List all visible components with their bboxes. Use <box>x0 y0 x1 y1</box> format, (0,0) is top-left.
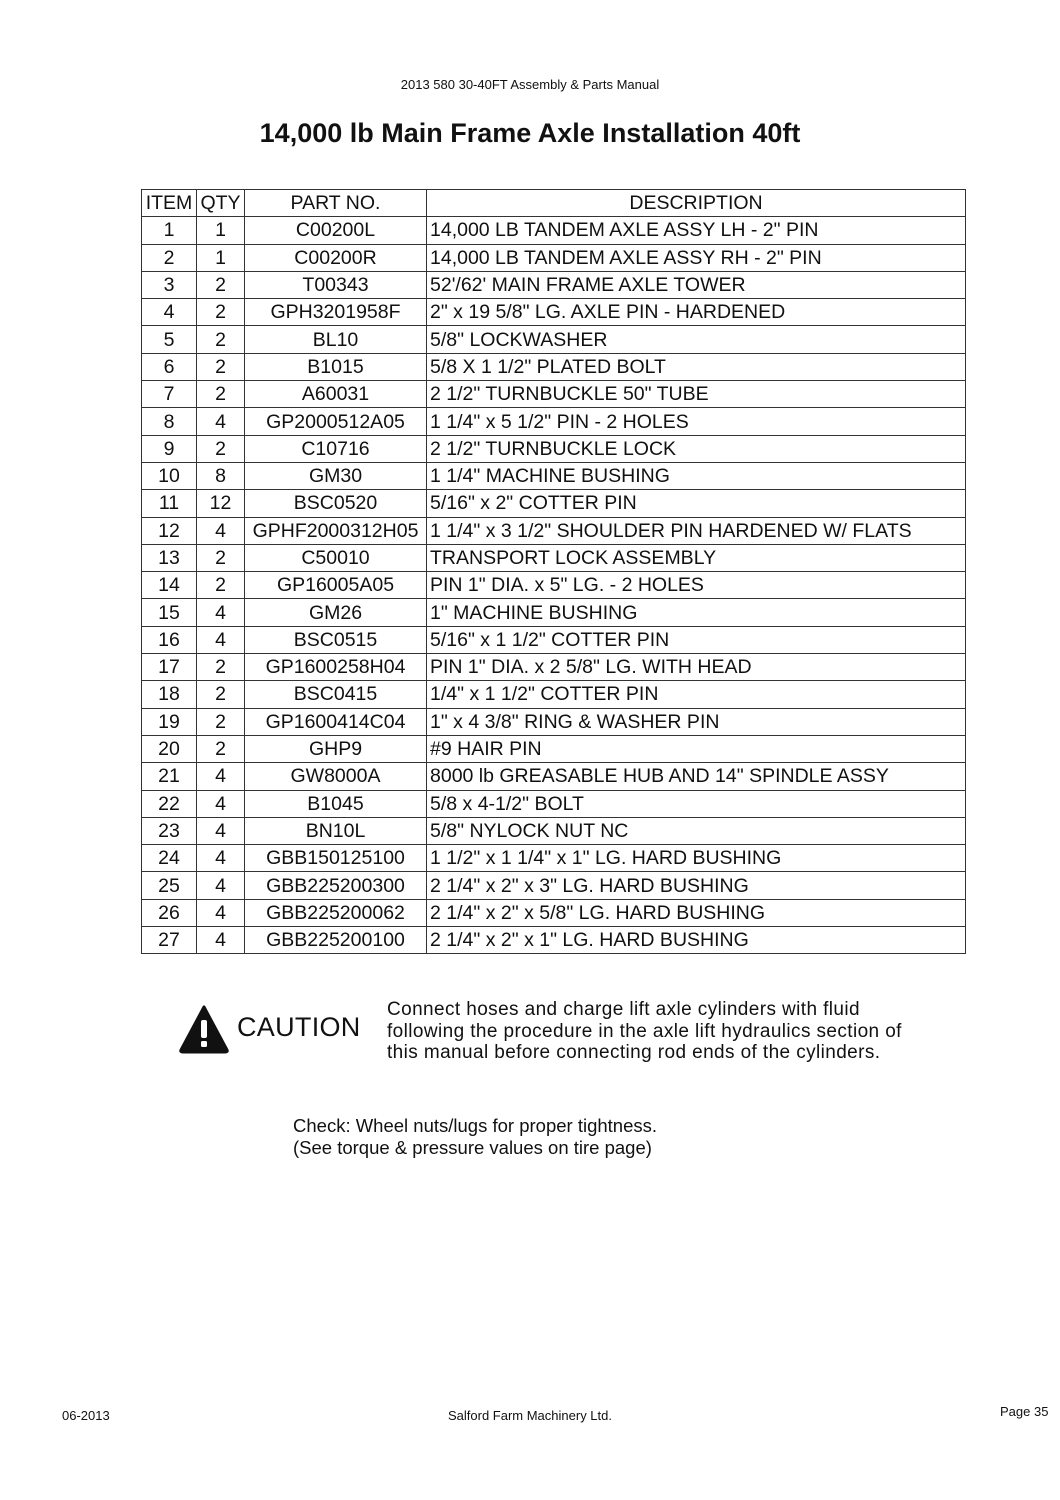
part-number-cell: C00200R <box>245 244 427 271</box>
description-cell: 2 1/2" TURNBUCKLE LOCK <box>427 435 966 462</box>
item-number-cell: 21 <box>142 763 197 790</box>
qty-cell: 4 <box>197 626 245 653</box>
footer-date: 06-2013 <box>62 1408 110 1423</box>
part-number-cell: GPHF2000312H05 <box>245 517 427 544</box>
qty-cell: 4 <box>197 517 245 544</box>
qty-cell: 4 <box>197 899 245 926</box>
part-number-cell: B1045 <box>245 790 427 817</box>
description-cell: 1/4" x 1 1/2" COTTER PIN <box>427 681 966 708</box>
part-number-cell: BN10L <box>245 817 427 844</box>
part-number-cell: B1015 <box>245 353 427 380</box>
item-number-cell: 1 <box>142 217 197 244</box>
description-cell: 5/16" x 2" COTTER PIN <box>427 490 966 517</box>
item-number-cell: 27 <box>142 927 197 954</box>
qty-cell: 2 <box>197 353 245 380</box>
part-number-cell: GHP9 <box>245 735 427 762</box>
table-row <box>142 381 966 408</box>
qty-cell: 4 <box>197 790 245 817</box>
description-cell: PIN 1" DIA. x 2 5/8" LG. WITH HEAD <box>427 654 966 681</box>
item-number-cell: 20 <box>142 735 197 762</box>
check-note <box>293 1115 657 1158</box>
check-note-line: (See torque & pressure values on tire page) <box>293 1136 652 1158</box>
item-number-cell: 4 <box>142 299 197 326</box>
qty-cell: 4 <box>197 408 245 435</box>
part-number-cell: GW8000A <box>245 763 427 790</box>
description-cell: 2 1/4" x 2" x 1" LG. HARD BUSHING <box>427 927 966 954</box>
part-number-cell: GM30 <box>245 462 427 489</box>
part-number-cell: GBB225200300 <box>245 872 427 899</box>
col-header-qty: QTY <box>197 190 245 217</box>
qty-cell: 2 <box>197 381 245 408</box>
item-number-cell: 10 <box>142 462 197 489</box>
table-row <box>142 681 966 708</box>
item-number-cell: 2 <box>142 244 197 271</box>
description-cell: 5/8 X 1 1/2" PLATED BOLT <box>427 353 966 380</box>
description-cell: PIN 1" DIA. x 5" LG. - 2 HOLES <box>427 572 966 599</box>
col-header-part-no: PART NO. <box>245 190 427 217</box>
item-number-cell: 24 <box>142 845 197 872</box>
table-header-row <box>142 190 966 217</box>
description-cell: 8000 lb GREASABLE HUB AND 14" SPINDLE ASSY <box>427 763 966 790</box>
qty-cell: 1 <box>197 244 245 271</box>
description-cell: 1 1/4" x 3 1/2" SHOULDER PIN HARDENED W/ FLATS <box>427 517 966 544</box>
qty-cell: 4 <box>197 845 245 872</box>
qty-cell: 2 <box>197 654 245 681</box>
caution-message <box>387 999 1007 1064</box>
table-row <box>142 599 966 626</box>
page-title: 14,000 lb Main Frame Axle Installation 40ft <box>259 118 801 148</box>
description-cell: 1" MACHINE BUSHING <box>427 599 966 626</box>
item-number-cell: 8 <box>142 408 197 435</box>
qty-cell: 2 <box>197 681 245 708</box>
table-row <box>142 517 966 544</box>
item-number-cell: 12 <box>142 517 197 544</box>
caution-line: this manual before connecting rod ends of the cylinders. <box>387 1042 881 1063</box>
table-row <box>142 271 966 298</box>
table-row <box>142 763 966 790</box>
qty-cell: 2 <box>197 271 245 298</box>
table-row <box>142 462 966 489</box>
table-row <box>142 544 966 571</box>
table-row <box>142 217 966 244</box>
description-cell: 5/8" NYLOCK NUT NC <box>427 817 966 844</box>
part-number-cell: BSC0515 <box>245 626 427 653</box>
part-number-cell: GM26 <box>245 599 427 626</box>
description-cell: 1 1/2" x 1 1/4" x 1" LG. HARD BUSHING <box>427 845 966 872</box>
part-number-cell: GP1600258H04 <box>245 654 427 681</box>
qty-cell: 4 <box>197 817 245 844</box>
qty-cell: 4 <box>197 763 245 790</box>
description-cell: 1 1/4" MACHINE BUSHING <box>427 462 966 489</box>
item-number-cell: 13 <box>142 544 197 571</box>
warning-exclamation-icon <box>178 1004 230 1054</box>
table-row <box>142 408 966 435</box>
col-header-description: DESCRIPTION <box>427 190 966 217</box>
item-number-cell: 5 <box>142 326 197 353</box>
item-number-cell: 7 <box>142 381 197 408</box>
description-cell: 2 1/4" x 2" x 3" LG. HARD BUSHING <box>427 872 966 899</box>
description-cell: 2" x 19 5/8" LG. AXLE PIN - HARDENED <box>427 299 966 326</box>
table-row <box>142 790 966 817</box>
description-cell: 5/8 x 4-1/2" BOLT <box>427 790 966 817</box>
check-note-line: Check: Wheel nuts/lugs for proper tightness. <box>293 1115 658 1136</box>
qty-cell: 4 <box>197 927 245 954</box>
description-cell: 14,000 LB TANDEM AXLE ASSY LH - 2" PIN <box>427 217 966 244</box>
part-number-cell: T00343 <box>245 271 427 298</box>
part-number-cell: BSC0415 <box>245 681 427 708</box>
part-number-cell: GPH3201958F <box>245 299 427 326</box>
item-number-cell: 18 <box>142 681 197 708</box>
item-number-cell: 23 <box>142 817 197 844</box>
item-number-cell: 15 <box>142 599 197 626</box>
qty-cell: 2 <box>197 544 245 571</box>
qty-cell: 4 <box>197 599 245 626</box>
item-number-cell: 16 <box>142 626 197 653</box>
description-cell: 5/8" LOCKWASHER <box>427 326 966 353</box>
item-number-cell: 19 <box>142 708 197 735</box>
table-row <box>142 435 966 462</box>
description-cell: 5/16" x 1 1/2" COTTER PIN <box>427 626 966 653</box>
part-number-cell: C50010 <box>245 544 427 571</box>
part-number-cell: GP2000512A05 <box>245 408 427 435</box>
table-row <box>142 899 966 926</box>
description-cell: 14,000 LB TANDEM AXLE ASSY RH - 2" PIN <box>427 244 966 271</box>
item-number-cell: 14 <box>142 572 197 599</box>
description-cell: 2 1/4" x 2" x 5/8" LG. HARD BUSHING <box>427 899 966 926</box>
part-number-cell: C10716 <box>245 435 427 462</box>
description-cell: TRANSPORT LOCK ASSEMBLY <box>427 544 966 571</box>
part-number-cell: GBB225200062 <box>245 899 427 926</box>
footer-company: Salford Farm Machinery Ltd. <box>447 1408 612 1423</box>
description-cell: 1 1/4" x 5 1/2" PIN - 2 HOLES <box>427 408 966 435</box>
item-number-cell: 25 <box>142 872 197 899</box>
qty-cell: 2 <box>197 299 245 326</box>
item-number-cell: 6 <box>142 353 197 380</box>
table-row <box>142 353 966 380</box>
part-number-cell: GP1600414C04 <box>245 708 427 735</box>
item-number-cell: 22 <box>142 790 197 817</box>
part-number-cell: C00200L <box>245 217 427 244</box>
description-cell: #9 HAIR PIN <box>427 735 966 762</box>
description-cell: 2 1/2" TURNBUCKLE 50" TUBE <box>427 381 966 408</box>
table-row <box>142 299 966 326</box>
item-number-cell: 3 <box>142 271 197 298</box>
caution-label: CAUTION <box>237 1012 361 1042</box>
qty-cell: 8 <box>197 462 245 489</box>
part-number-cell: A60031 <box>245 381 427 408</box>
parts-table-body <box>142 217 966 954</box>
qty-cell: 2 <box>197 708 245 735</box>
qty-cell: 1 <box>197 217 245 244</box>
manual-header: 2013 580 30-40FT Assembly & Parts Manual <box>400 77 660 92</box>
part-number-cell: BL10 <box>245 326 427 353</box>
caution-line: following the procedure in the axle lift hydraulics section of <box>387 1020 902 1042</box>
table-row <box>142 735 966 762</box>
part-number-cell: GP16005A05 <box>245 572 427 599</box>
part-number-cell: BSC0520 <box>245 490 427 517</box>
table-row <box>142 845 966 872</box>
col-header-item: ITEM <box>142 190 197 217</box>
table-row <box>142 654 966 681</box>
qty-cell: 2 <box>197 326 245 353</box>
qty-cell: 2 <box>197 435 245 462</box>
description-cell: 52'/62' MAIN FRAME AXLE TOWER <box>427 271 966 298</box>
table-row <box>142 490 966 517</box>
table-row <box>142 708 966 735</box>
table-row <box>142 572 966 599</box>
table-row <box>142 626 966 653</box>
qty-cell: 12 <box>197 490 245 517</box>
part-number-cell: GBB225200100 <box>245 927 427 954</box>
qty-cell: 2 <box>197 572 245 599</box>
table-row <box>142 872 966 899</box>
table-row <box>142 326 966 353</box>
qty-cell: 4 <box>197 872 245 899</box>
item-number-cell: 17 <box>142 654 197 681</box>
caution-line: Connect hoses and charge lift axle cylinders with fluid <box>387 999 860 1020</box>
item-number-cell: 9 <box>142 435 197 462</box>
description-cell: 1" x 4 3/8" RING & WASHER PIN <box>427 708 966 735</box>
footer-page-number: Page 35 <box>1000 1404 1049 1419</box>
table-row <box>142 817 966 844</box>
item-number-cell: 11 <box>142 490 197 517</box>
part-number-cell: GBB150125100 <box>245 845 427 872</box>
qty-cell: 2 <box>197 735 245 762</box>
table-row <box>142 927 966 954</box>
parts-table <box>141 189 966 954</box>
table-row <box>142 244 966 271</box>
item-number-cell: 26 <box>142 899 197 926</box>
